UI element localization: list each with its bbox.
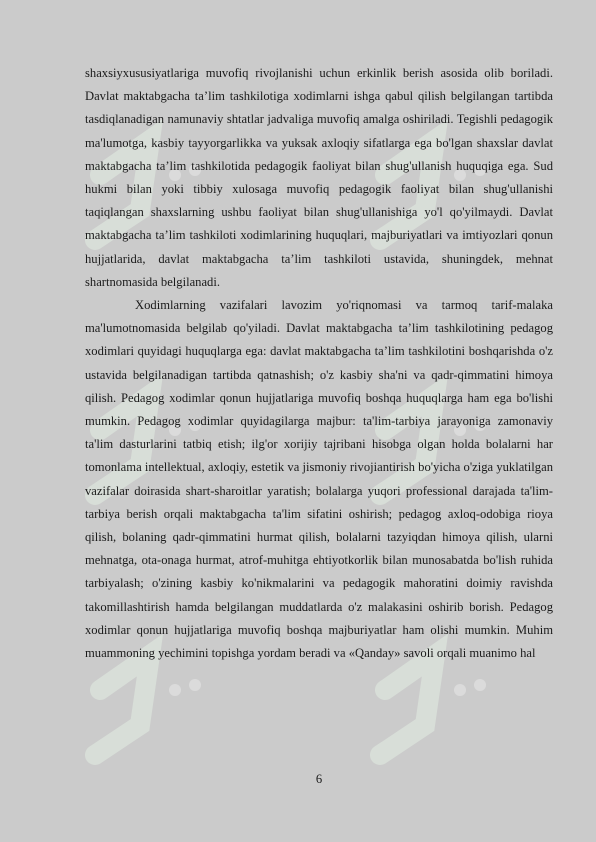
paragraph-2: Xodimlarning vazifalari lavozim yo'riqnomasi va tarmoq tarif-malaka ma'lumotnomasida belgilab qo'yiladi. Davlat maktabgacha ta’lim tashkilotining pedagog xodimlari quyidagi huquqlarga ega: davlat maktabgacha ta’lim tashkilotini boshqarishda o'z ustavida belgilanadigan tartibda qatnashish; o'z kasbiy sha'ni va qadr-qimmatini himoya qilish. Pedagog xodimlar qonun hujjatlariga muvofiq boshqa huquqlarga ham ega bo'lishi mumkin. Pedagog xodimlar quyidagilarga majbur: ta'lim-tarbiya jarayoniga zamonaviy ta'lim dasturlarini tatbiq etish; ilg'or xorijiy tajribani hisobga olgan holda bolalarni har tomonlama intellektual, axloqiy, estetik va jismoniy rivojiantirish bo'yicha o'ziga yuklatilgan vazifalar doirasida shart-sharoitlar yaratish; bolalarga yuqori professional darajada ta'lim-tarbiya berish orqali maktabgacha ta'lim sifatini oshirish; pedagog axloq-odobiga rioya qilish, bolaning qadr-qimmatini hurmat qilish, bolalarni tazyiqdan himoya qilish, ularni mehnatga, ota-onaga hurmat, atrof-muhitga ehtiyotkorlik bilan munosabatda bo'lish ruhida tarbiyalash; o'zining kasbiy ko'nikmalarini va pedagogik mahoratini doimiy ravishda takomillashtirish hamda belgilangan muddatlarda o'z malakasini oshirib borish. Pedagog xodimlar qonun hujjatlariga muvofiq boshqa majburiyatlar ham olishi mumkin. Muhim muammoning yechimini topishga yordam beradi va «Qanday» savoli orqali muanimo hal xyxy=(85,298,553,661)
paragraph-1: shaxsiyxususiyatlariga muvofiq rivojlanishi uchun erkinlik berish asosida olib boriladi. Davlat maktabgacha ta’lim tashkilotiga xodimlarni ishga qabul qilish belgilangan tartibda tasdiqlanadigan namunaviy shtatlar jadvaliga muvofiq amalga oshiriladi. Tegishli pedagogik ma'lumotga, kasbiy tayyorgarlikka va yuksak axloqiy sifatlarga ega bo'lgan shaxslar davlat maktabgacha ta’lim tashkilotida pedagogik faoliyat bilan shug'ullanish huquqiga ega. Sud hukmi bilan yoki tibbiy xulosaga muvofiq pedagogik faoliyat bilan shug'ullanishi taqiqlangan shaxslarning ushbu faoliyat bilan shug'ullanishiga yo'l qo'yilmaydi. Davlat maktabgacha ta’lim tashkiloti xodimlarining huquqlari, majburiyatlari va imtiyozlari qonun hujjatlarida, davlat maktabgacha ta’lim tashkiloti ustavida, shuningdek, mehnat shartnomasida belgilanadi. xyxy=(85,66,553,289)
page-number: 6 xyxy=(315,772,323,786)
body-text xyxy=(85,62,553,665)
